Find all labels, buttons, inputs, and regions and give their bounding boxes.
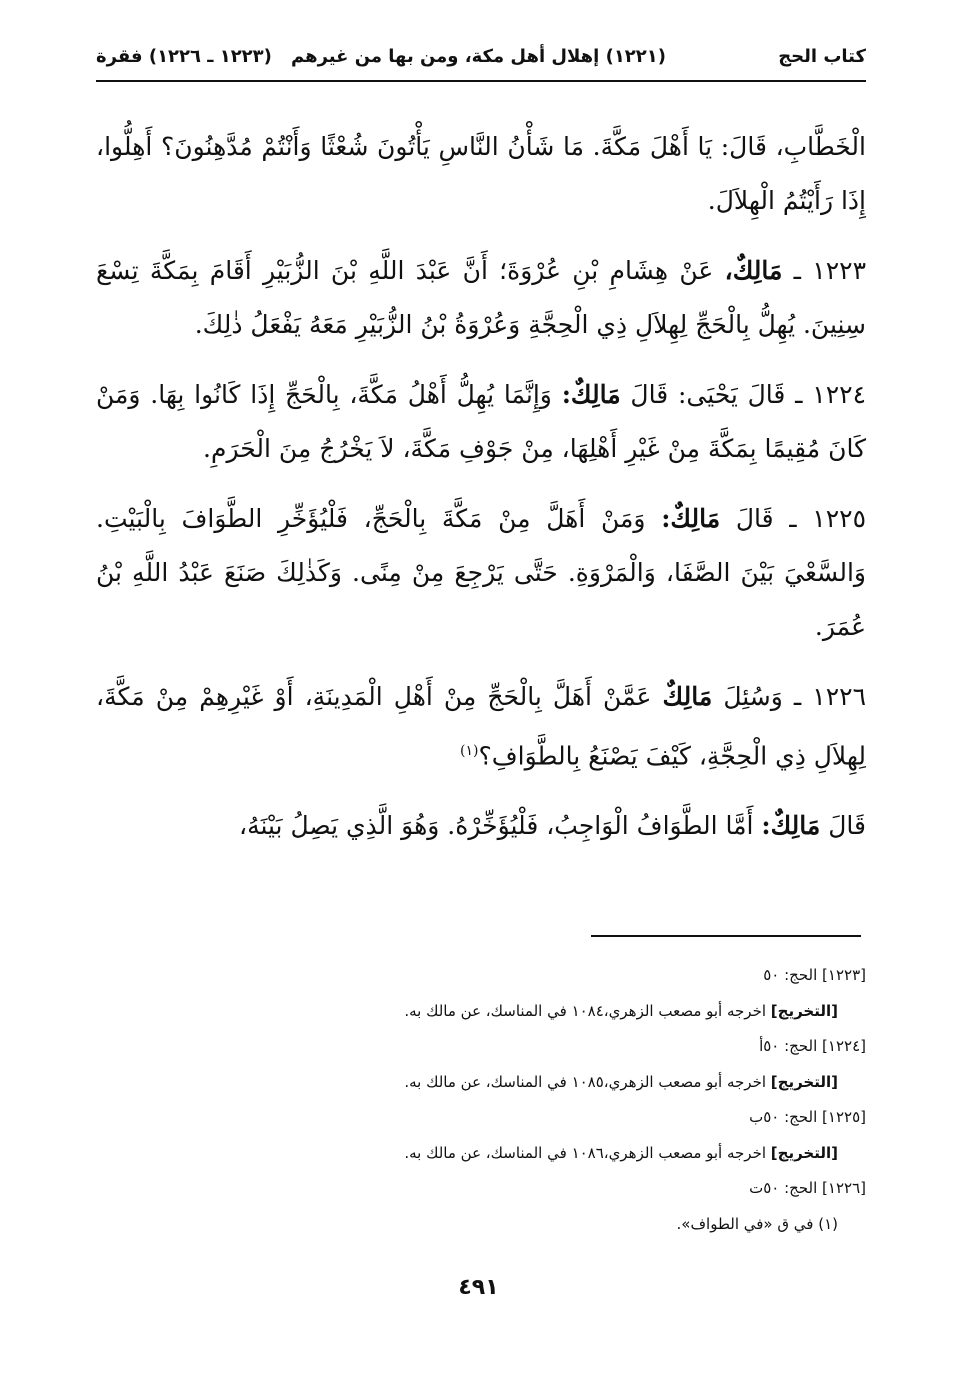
paragraph-number: ١٢٢٤ ـ — [795, 380, 867, 409]
footnote-takhrij — [96, 1136, 866, 1172]
footnote-takhrij — [96, 994, 866, 1030]
header-paragraph-range: (١٢٢٣ ـ ١٢٢٦) فقرة — [96, 46, 272, 67]
paragraph-intro: وَسُئِلَ — [723, 682, 783, 711]
footnote-separator — [591, 935, 861, 937]
paragraph-continuation: الْخَطَّابِ، قَالَ: يَا أَهْلَ مَكَّةَ. مَا شَأْنُ النَّاسِ يَأْتُونَ شُعْثًا وَأَنْتُمْ مُدَّهِنُونَ؟ أَهِلُّوا، إِذَا رَأَيْتُمُ الْهِلاَلَ. — [96, 132, 866, 215]
paragraph-number: ١٢٢٣ ـ — [793, 256, 866, 285]
paragraph-text: وَمَنْ أَهَلَّ مِنْ مَكَّةَ بِالْحَجِّ، فَلْيُؤَخِّرِ الطَّوَافَ بِالْبَيْتِ. وَالسَّعْيَ بَيْنَ الصَّفَا، وَالْمَرْوَةِ. حَتَّى يَرْجِعَ مِنْ مِنًى. وَكَذٰلِكَ صَنَعَ عَبْدُ اللَّهِ بْنُ عُمَرَ. — [96, 504, 866, 641]
narrator-name: مَالِكٌ: — [661, 504, 721, 533]
narrator-name: مَالِكٌ: — [761, 811, 821, 841]
footnotes — [96, 958, 866, 1242]
paragraph-1226 — [96, 670, 866, 783]
footnote-marker[interactable]: (١) — [460, 743, 479, 759]
narrator-name: مَالِكٌ — [662, 682, 713, 711]
footnote-source: [١٢٢٦] الحج: ٥٠ت — [749, 1179, 866, 1197]
footnote-source: [١٢٢٣] الحج: ٥٠ — [763, 966, 866, 984]
takhrij-label: [التخريج] — [770, 1001, 838, 1020]
header-chapter-title: (١٢٢١) إهلال أهل مكة، ومن بها من غيرهم — [290, 46, 666, 67]
paragraph-answer — [96, 799, 866, 853]
main-text — [96, 120, 866, 869]
paragraph-intro: قَالَ — [828, 811, 866, 841]
paragraph-text: وَإِنَّمَا يُهِلُّ أَهْلُ مَكَّةَ، بِالْحَجِّ إِذَا كَانُوا بِهَا. وَمَنْ كَانَ مُقِيمًا بِمَكَّةَ مِنْ غَيْرِ أَهْلِهَا، مِنْ جَوْفِ مَكَّةَ، لاَ يَخْرُجُ مِنَ الْحَرَمِ. — [96, 380, 866, 463]
takhrij-text: اخرجه أبو مصعب الزهري،١٠٨٥ في المناسك، عن مالك به. — [404, 1072, 767, 1091]
takhrij-label: [التخريج] — [770, 1072, 838, 1091]
footnote-source: [١٢٢٤] الحج: ٥٠أ — [759, 1037, 866, 1055]
paragraph-1223 — [96, 244, 866, 352]
paragraph-number: ١٢٢٦ ـ — [793, 682, 866, 711]
narrator-name: مَالِكٌ: — [561, 380, 621, 409]
paragraph-intro: قَالَ — [735, 504, 774, 533]
footnote-takhrij — [96, 1065, 866, 1101]
running-header — [96, 40, 866, 82]
paragraph-intro: قَالَ يَحْيَى: قَالَ — [630, 380, 786, 409]
page-number: ٤٩١ — [458, 1275, 499, 1300]
header-book-title: كتاب الحج — [778, 46, 866, 67]
footnote-source: [١٢٢٥] الحج: ٥٠ب — [749, 1108, 866, 1126]
footnote-variant: (١) في ق «في الطواف». — [676, 1214, 838, 1233]
paragraph-1225 — [96, 492, 866, 654]
paragraph-number: ١٢٢٥ ـ — [789, 504, 867, 533]
paragraph-text: أَمَّا الطَّوَافُ الْوَاجِبُ، فَلْيُؤَخِّرْهُ. وَهُوَ الَّذِي يَصِلُ بَيْنَهُ، — [239, 811, 754, 841]
takhrij-text: اخرجه أبو مصعب الزهري،١٠٨٦ في المناسك، عن مالك به. — [404, 1143, 767, 1162]
takhrij-text: اخرجه أبو مصعب الزهري،١٠٨٤ في المناسك، عن مالك به. — [404, 1001, 767, 1020]
paragraph-1224 — [96, 368, 866, 476]
narrator-name: مَالِكٌ، — [724, 256, 783, 285]
paragraph-text: عَنْ هِشَامِ بْنِ عُرْوَةَ؛ أَنَّ عَبْدَ اللَّهِ بْنَ الزُّبَيْرِ أَقَامَ بِمَكَّةَ تِسْعَ سِنِينَ. يُهِلُّ بِالْحَجِّ لِهِلاَلِ ذِي الْحِجَّةِ وَعُرْوَةُ بْنُ الزُّبَيْرِ مَعَهُ يَفْعَلُ ذٰلِكَ. — [96, 256, 866, 339]
paragraph-text: عَمَّنْ أَهَلَّ بِالْحَجِّ مِنْ أَهْلِ الْمَدِينَةِ، أَوْ غَيْرِهِمْ مِنْ مَكَّةَ، لِهِلاَلِ ذِي الْحِجَّةِ، كَيْفَ يَصْنَعُ بِالطَّوَافِ؟ — [96, 682, 866, 771]
takhrij-label: [التخريج] — [770, 1143, 838, 1162]
